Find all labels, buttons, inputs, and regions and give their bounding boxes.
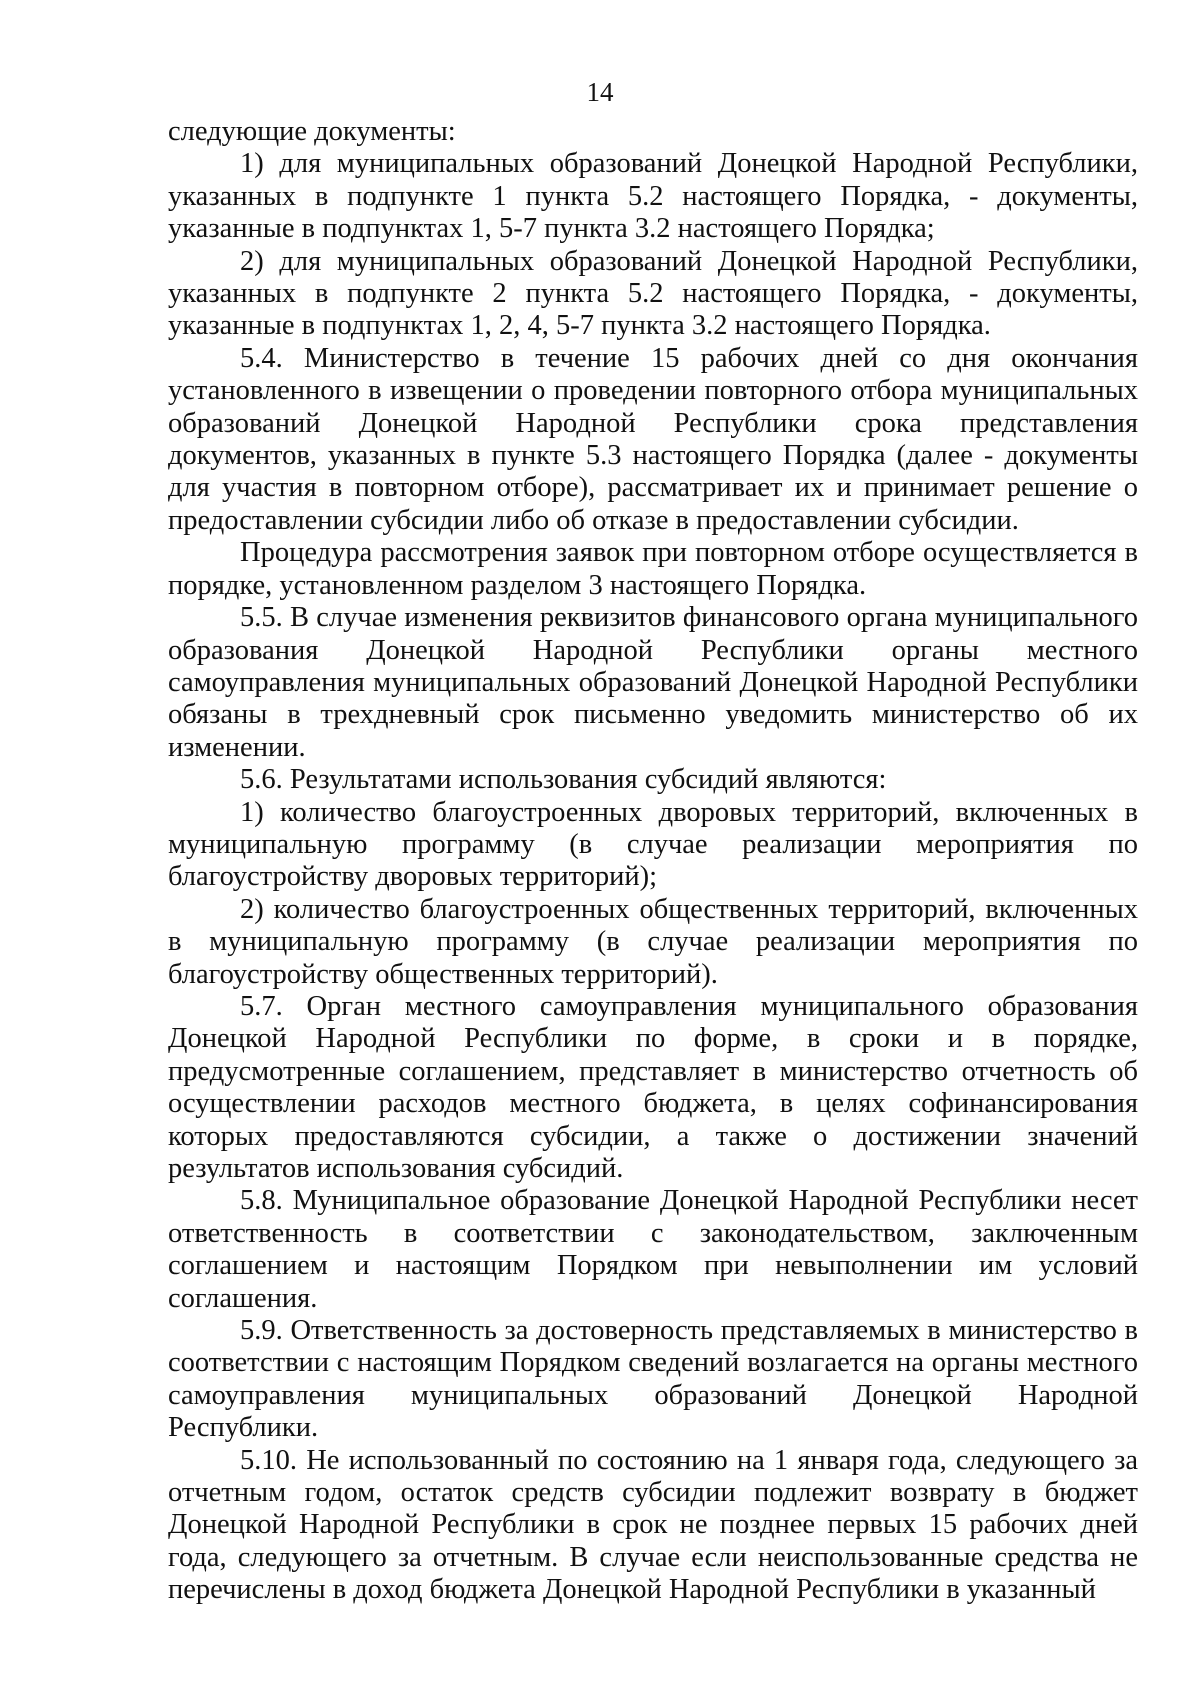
paragraph-item-2: 2) для муниципальных образований Донецкой Народной Республики, указанных в подпункте 2 пункта 5.2 настоящего Порядка, - документы, указанные в подпунктах 1, 2, 4, 5-7 пункта 3.2 настоящего Порядка. (168, 245, 1138, 342)
paragraph-5-8: 5.8. Муниципальное образование Донецкой Народной Республики несет ответственность в соответствии с законодательством, заключенным соглашением и настоящим Порядком при невыполнении им условий соглашения. (168, 1185, 1138, 1314)
paragraph-5-6: 5.6. Результатами использования субсидий являются: (240, 764, 887, 796)
paragraph-procedure: Процедура рассмотрения заявок при повторном отборе осуществляется в порядке, установленном разделом 3 настоящего Порядка. (168, 537, 1138, 601)
paragraph-intro: следующие документы: (168, 116, 456, 147)
paragraph-5-6-item-1: 1) количество благоустроенных дворовых территорий, включенных в муниципальную программу (в случае реализации мероприятия по благоустройству дворовых территорий); (168, 796, 1138, 893)
paragraph-5-5: 5.5. В случае изменения реквизитов финансового органа муниципального образования Донецкой Народной Республики органы местного самоуправления муниципальных образований Донецкой Народной Республики обязаны в трехдневный срок письменно уведомить министерство об их изменении. (168, 602, 1138, 763)
paragraph-5-9: 5.9. Ответственность за достоверность представляемых в министерство в соответствии с настоящим Порядком сведений возлагается на органы местного самоуправления муниципальных образований Донецкой Народной Республики. (168, 1315, 1138, 1444)
page-number: 14 (586, 77, 614, 107)
paragraph-5-6-item-2: 2) количество благоустроенных общественных территорий, включенных в муниципальную программу (в случае реализации мероприятия по благоустройству общественных территорий). (168, 893, 1138, 990)
paragraph-5-4: 5.4. Министерство в течение 15 рабочих дней со дня окончания установленного в извещении о проведении повторного отбора муниципальных образований Донецкой Народной Республики срока представления документов, указанных в пункте 5.3 настоящего Порядка (далее - документы для участия в повторном отборе), рассматривает их и принимает решение о предоставлении субсидии либо об отказе в предоставлении субсидии. (168, 342, 1138, 536)
paragraph-5-7: 5.7. Орган местного самоуправления муниципального образования Донецкой Народной Республики по форме, в сроки и в порядке, предусмотренные соглашением, представляет в министерство отчетность об осуществлении расходов местного бюджета, в целях софинансирования которых предоставляются субсидии, а также о достижении значений результатов использования субсидий. (168, 990, 1138, 1184)
paragraph-5-10: 5.10. Не использованный по состоянию на 1 января года, следующего за отчетным годом, остаток средств субсидии подлежит возврату в бюджет Донецкой Народной Республики в срок не позднее первых 15 рабочих дней года, следующего за отчетным. В случае если неиспользованные средства не перечислены в доход бюджета Донецкой Народной Республики в указанный (168, 1444, 1138, 1606)
paragraph-item-1: 1) для муниципальных образований Донецкой Народной Республики, указанных в подпункте 1 пункта 5.2 настоящего Порядка, - документы, указанные в подпунктах 1, 5-7 пункта 3.2 настоящего Порядка; (168, 148, 1138, 245)
document-body (168, 116, 1138, 1607)
